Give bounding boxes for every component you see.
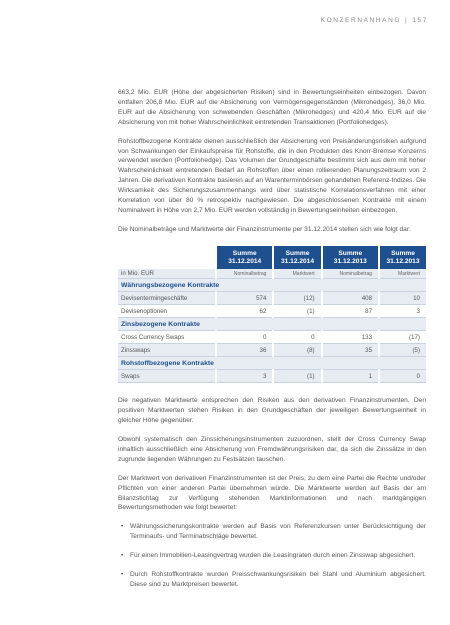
subheader-cell: Marktwert	[379, 269, 426, 279]
table-row	[118, 344, 426, 357]
page-number: 157	[412, 17, 428, 24]
subheader-row	[118, 269, 426, 279]
table-cell: (17)	[379, 331, 426, 344]
table-cell: 10	[379, 292, 426, 305]
column-header: Summe 31.12.2014	[216, 246, 273, 269]
table-cell: 0	[216, 331, 273, 344]
lower-text	[118, 396, 426, 590]
header-separator: |	[405, 17, 409, 24]
table-cell: 0	[379, 370, 426, 383]
table-cell: 408	[322, 292, 379, 305]
header-blank	[118, 246, 216, 269]
table-cell: (1)	[273, 305, 321, 318]
table-cell: 3	[216, 370, 273, 383]
row-label: Devisenoptionen	[118, 305, 216, 318]
paragraph: 663,2 Mio. EUR (Höhe der abgesicherten Risiken) sind in Bewertungseinheiten einbezogen. Davon entfallen 206,8 Mio. EUR auf die Absicherung von Vermögensgegenständen (Mikrohedges), 36,0 Mio. EUR auf die Absicherung von schwebenden Geschäften (Mikrohedges) und 420,4 Mio. EUR auf die Absicherung von mit hoher Wahrscheinlichkeit eintretenden Transaktionen (Portfoliohedges).	[118, 89, 426, 126]
table-cell: 35	[322, 344, 379, 357]
table-cell: 133	[322, 331, 379, 344]
row-label: Devisentermingeschäfte	[118, 292, 216, 305]
main-content	[118, 88, 426, 599]
section-row	[118, 279, 426, 292]
bullet-icon: •	[121, 523, 124, 531]
list-item-text: Für einen Immobilien-Leasingvertrag wurden die Leasingraten durch einen Zinsswap abgesichert.	[130, 552, 416, 560]
table-cell: (8)	[273, 344, 321, 357]
list-item	[118, 570, 426, 590]
table-cell: 62	[216, 305, 273, 318]
table-cell: (1)	[273, 370, 321, 383]
subheader-cell: Marktwert	[273, 269, 321, 279]
column-header: Summe 31.12.2014	[273, 246, 321, 269]
row-label: Zinsswaps	[118, 344, 216, 357]
bullet-icon: •	[121, 552, 124, 560]
section-row	[118, 318, 426, 331]
table-cell: 574	[216, 292, 273, 305]
list-item	[118, 551, 426, 561]
page-header	[321, 17, 428, 24]
unit-label: in Mio. EUR	[118, 269, 216, 279]
bullet-list	[118, 522, 426, 590]
list-item-text: Währungssicherungskontrakte werden auf Basis von Referenzkursen unter Berücksichtigung der Terminaufs- und Terminabschläge bewertet.	[130, 523, 426, 541]
table-row	[118, 305, 426, 318]
table-cell: (12)	[273, 292, 321, 305]
paragraph: Obwohl systematisch den Zinssicherungsinstrumenten zuzuordnen, stellt der Cross Currency Swap inhaltlich ausschließlich eine Absicherung von Fremdwährungsrisiken dar, da sich die Zinssätze in den zugrunde liegenden Währungen zu Festsätzen tauschen.	[118, 436, 426, 463]
column-header: Summe 31.12.2013	[379, 246, 426, 269]
section-title: Rohstoffbezogene Kontrakte	[118, 357, 426, 370]
table-intro: Die Nominalbeträge und Marktwerte der Finanzinstrumente per 31.12.2014 stellen sich wie folgt dar:	[118, 225, 411, 233]
list-item-text: Durch Rohstoffkontrakte wurden Preisschwankungsrisiken bei Stahl und Aluminium abgesichert. Diese sind zu Marktpreisen bewertet.	[130, 571, 426, 588]
paragraph: Die negativen Marktwerte entsprechen den Risiken aus den derivativen Finanzinstrumenten. Den positiven Marktwerten stehen Risiken in den Grundgeschäften der jeweiligen Bewertungseinheit in gleicher Höhe gegenüber.	[118, 397, 426, 425]
table-cell: 1	[322, 370, 379, 383]
table-row	[118, 292, 426, 305]
section-title: Währungsbezogene Kontrakte	[118, 279, 426, 292]
table-cell: 87	[322, 305, 379, 318]
subheader-cell: Nominalbetrag	[216, 269, 273, 279]
table-row	[118, 370, 426, 383]
table-cell: 3	[379, 305, 426, 318]
financial-instruments-table	[118, 246, 426, 384]
section-title: Zinsbezogene Kontrakte	[118, 318, 426, 331]
paragraph: Rohstoffbezogene Kontrakte dienen ausschließlich der Absicherung von Preisänderungsrisiken aufgrund von Schwankungen der Einkaufspreise für Rohstoffe, die in den Produkten des Knorr-Bremse Konzerns verwendet werden (Portfoliohedge). Das Volumen der Grundgeschäfte bestimmt sich aus dem mit hoher Wahrscheinlichkeit eintretenden Bedarf an Rohstoffen über einen rollierenden Planungszeitraum von 2 Jahren. Die derivativen Kontrakte basieren auf an Warenterminbörsen gehandelten Referenz-Indizes. Die Wirksamkeit des Sicherungszusammenhangs wird über statistische Korrelationsverfahren mit einer Korrelation von über 80 % retrospektiv nachgewiesen. Die abgeschlossenen Kontrakte mit einem Nominalwert in Höhe von 2,7 Mio. EUR werden vollständig in Bewertungseinheiten einbezogen.	[118, 137, 426, 214]
table-row	[118, 331, 426, 344]
table-cell: 0	[273, 331, 321, 344]
list-item	[118, 522, 426, 542]
table-header-row	[118, 246, 426, 269]
section-title: KONZERNANHANG	[320, 17, 402, 24]
table-cell: 36	[216, 344, 273, 357]
bullet-icon: •	[121, 571, 124, 579]
subheader-cell: Nominalbetrag	[322, 269, 379, 279]
row-label: Cross Currency Swaps	[118, 331, 216, 344]
row-label: Swaps	[118, 370, 216, 383]
table-cell: (5)	[379, 344, 426, 357]
section-row	[118, 357, 426, 370]
column-header: Summe 31.12.2013	[322, 246, 379, 269]
paragraph: Der Marktwert von derivativen Finanzinstrumenten ist der Preis, zu dem eine Partei die Rechte und/oder Pflichten von einer anderen Partei übernehmen würde. Die Marktwerte werden auf Basis der am Bilanzstichtag zur Verfügung stehenden Marktinformationen und nach marktgängigen Bewertungsmethoden wie folgt bewertet:	[118, 474, 426, 512]
